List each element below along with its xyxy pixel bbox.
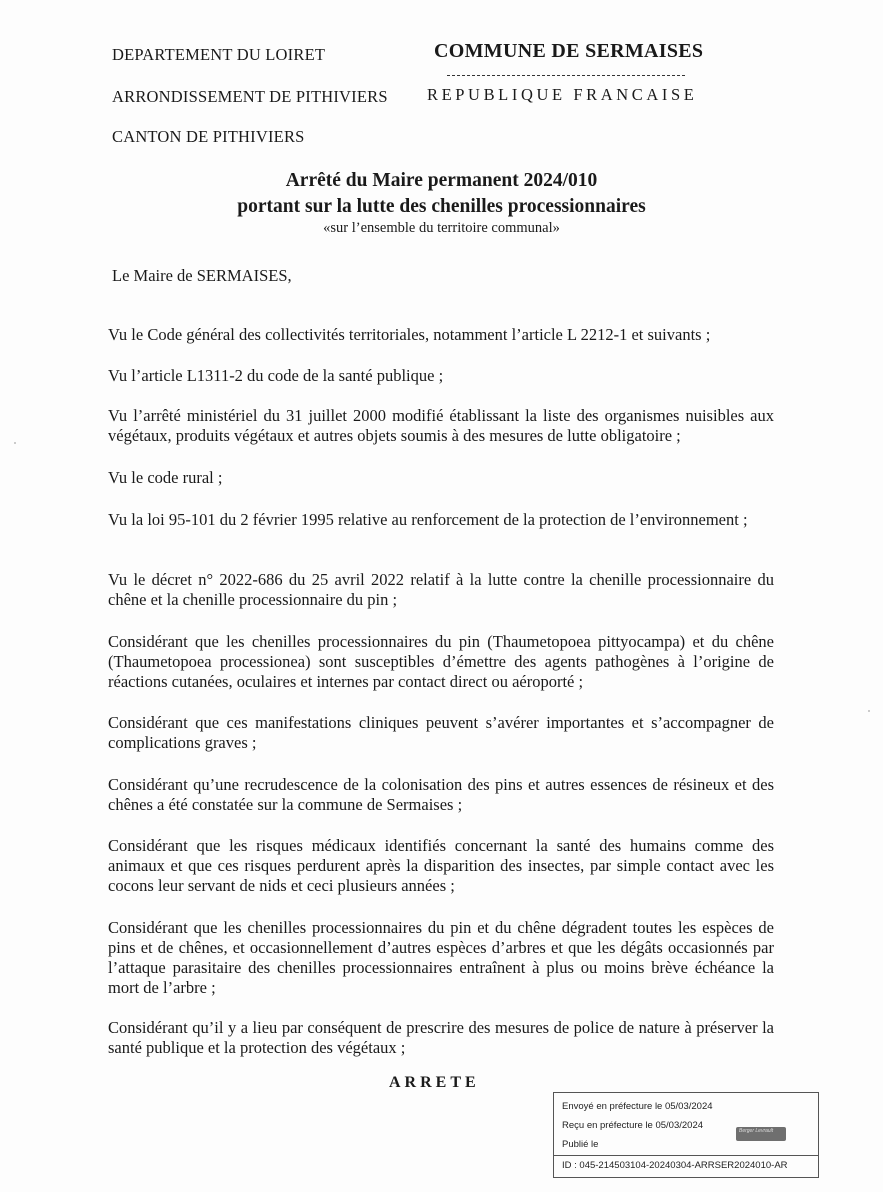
canton-label: CANTON DE PITHIVIERS [112, 127, 305, 146]
berger-levrault-logo: Berger Levrault [736, 1127, 786, 1141]
arrete-heading: ARRETE [389, 1074, 480, 1091]
paragraph-vu-code-rural: Vu le code rural ; [108, 468, 223, 487]
prefecture-stamp [553, 1092, 819, 1178]
stamp-envoye: Envoyé en préfecture le 05/03/2024 [562, 1101, 713, 1112]
paragraph-considerant-pathogenes: Considérant que les chenilles processionnaires du pin (Thaumetopoea pittyocampa) et du chêne (Thaumetopoea processionea) sont susceptibles d’émettre des agents pathogènes à l’origine de réactions cutanées, oculaires et internes par contact direct ou aéroporté ; [108, 632, 774, 691]
commune-divider [447, 75, 685, 76]
paragraph-considerant-risques: Considérant que les risques médicaux identifiés concernant la santé des humains comme des animaux et que ces risques perdurent après la disparition des insectes, par simple contact avec les cocons leur servant de nids et ceci plusieurs années ; [108, 836, 774, 895]
mayor-intro: Le Maire de SERMAISES, [112, 266, 292, 285]
paragraph-considerant-recrudescence: Considérant qu’une recrudescence de la colonisation des pins et autres essences de résineux et des chênes a été constatée sur la commune de Sermaises ; [108, 775, 774, 814]
paragraph-vu-sante: Vu l’article L1311-2 du code de la santé publique ; [108, 366, 444, 385]
paragraph-vu-cgct: Vu le Code général des collectivités territoriales, notamment l’article L 2212-1 et suivants ; [108, 325, 711, 344]
paragraph-considerant-mesures: Considérant qu’il y a lieu par conséquent de prescrire des mesures de police de nature à préserver la santé publique et la protection des végétaux ; [108, 1018, 774, 1057]
republique-label: REPUBLIQUE FRANCAISE [427, 85, 698, 104]
stamp-publie: Publié le [562, 1139, 599, 1150]
stamp-id: ID : 045-214503104-20240304-ARRSER2024010-AR [554, 1155, 818, 1171]
departement-label: DEPARTEMENT DU LOIRET [112, 45, 326, 64]
scan-speck [14, 442, 16, 444]
commune-title: COMMUNE DE SERMAISES [434, 40, 704, 62]
decree-scope: «sur l’ensemble du territoire communal» [323, 220, 560, 236]
scan-speck [868, 710, 870, 712]
decree-title: Arrêté du Maire permanent 2024/010 [285, 170, 598, 191]
decree-subject: portant sur la lutte des chenilles processionnaires [237, 196, 646, 217]
paragraph-vu-decret: Vu le décret n° 2022-686 du 25 avril 2022 relatif à la lutte contre la chenille processionnaire du chêne et la chenille processionnaire du pin ; [108, 570, 774, 609]
paragraph-vu-arrete-ministeriel: Vu l’arrêté ministériel du 31 juillet 2000 modifié établissant la liste des organismes nuisibles aux végétaux, produits végétaux et autres objets soumis à des mesures de lutte obligatoire ; [108, 406, 774, 445]
arrondissement-label: ARRONDISSEMENT DE PITHIVIERS [112, 87, 388, 106]
paragraph-considerant-degats: Considérant que les chenilles processionnaires du pin et du chêne dégradent toutes les espèces de pins et de chênes, et occasionnellement d’autres espèces d’arbres et que les dégâts occasionnés par l’attaque parasitaire des chenilles processionnaires entraînent à plus ou moins brève échéance la mort de l’arbre ; [108, 918, 774, 997]
paragraph-vu-loi: Vu la loi 95-101 du 2 février 1995 relative au renforcement de la protection de l’environnement ; [108, 510, 748, 529]
stamp-recu: Reçu en préfecture le 05/03/2024 [562, 1120, 704, 1131]
paragraph-considerant-manifestations: Considérant que ces manifestations cliniques peuvent s’avérer importantes et s’accompagner de complications graves ; [108, 713, 774, 752]
